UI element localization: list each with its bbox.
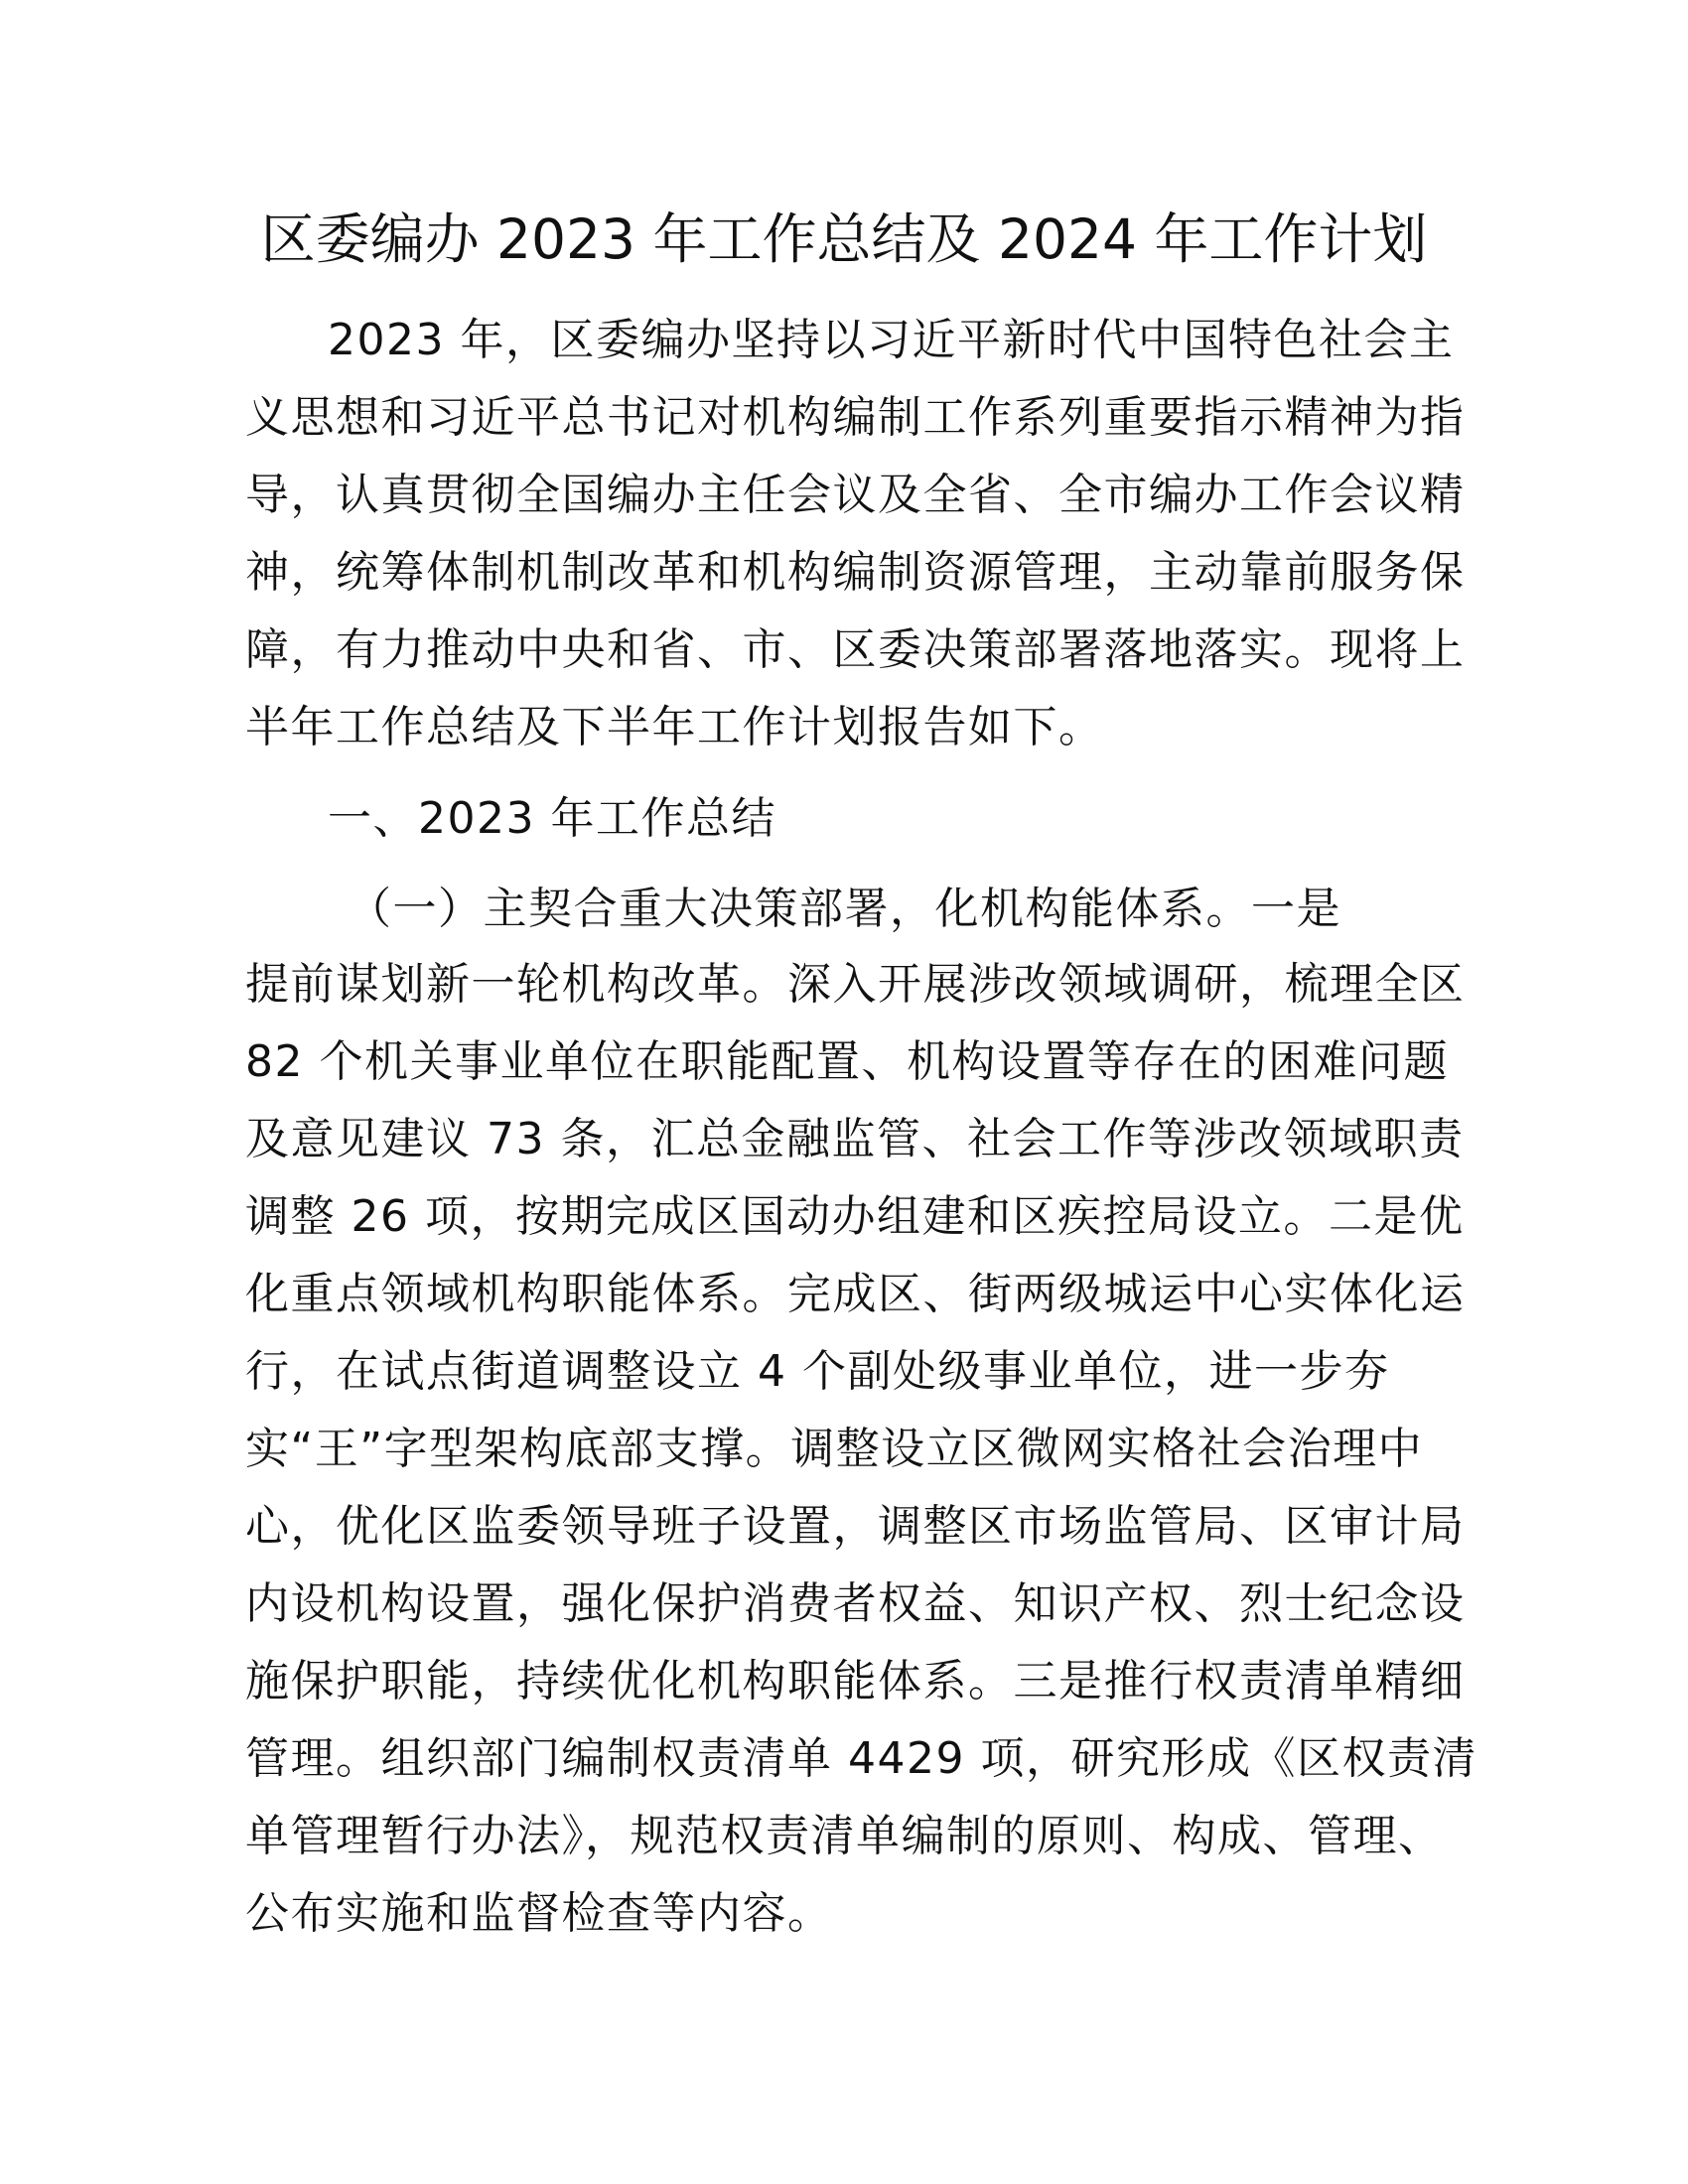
intro-line: 障，有力推动中央和省、市、区委决策部署落地落实。现将上 — [245, 624, 1466, 675]
intro-line: 导，认真贯彻全国编办主任会议及全省、全市编办工作会议精 — [245, 470, 1466, 520]
body-line: 提前谋划新一轮机构改革。深入开展涉改领域调研，梳理全区 — [245, 959, 1466, 1010]
intro-line: 2023 年，区委编办坚持以习近平新时代中国特色社会主 — [328, 315, 1455, 365]
body-line: 管理。组织部门编制权责清单 4429 项，研究形成《区权责清 — [245, 1733, 1477, 1784]
body-line: 82 个机关事业单位在职能配置、机构设置等存在的困难问题 — [245, 1036, 1449, 1087]
body-line: 行，在试点街道调整设立 4 个副处级事业单位，进一步夯 — [245, 1346, 1390, 1397]
subsection-heading: （一）主契合重大决策部署，化机构能体系。一是 — [348, 884, 1341, 934]
body-line: 施保护职能，持续优化机构职能体系。三是推行权责清单精细 — [245, 1656, 1466, 1706]
body-line: 化重点领域机构职能体系。完成区、街两级城运中心实体化运 — [245, 1269, 1466, 1319]
body-line: 调整 26 项，按期完成区国动办组建和区疾控局设立。二是优 — [245, 1191, 1465, 1242]
body-line: 实“王”字型架构底部支撑。调整设立区微网实格社会治理中 — [245, 1424, 1424, 1474]
body-line: 心，优化区监委领导班子设置，调整区市场监管局、区审计局 — [245, 1501, 1466, 1552]
document-title: 区委编办 2023 年工作总结及 2024 年工作计划 — [260, 207, 1428, 271]
body-line: 公布实施和监督检查等内容。 — [245, 1888, 833, 1939]
intro-line: 义思想和习近平总书记对机构编制工作系列重要指示精神为指 — [245, 392, 1466, 443]
intro-line: 神，统筹体制机制改革和机构编制资源管理，主动靠前服务保 — [245, 547, 1466, 598]
intro-line: 半年工作总结及下半年工作计划报告如下。 — [245, 702, 1104, 752]
body-line: 及意见建议 73 条，汇总金融监管、社会工作等涉改领域职责 — [245, 1114, 1465, 1164]
body-line: 内设机构设置，强化保护消费者权益、知识产权、烈士纪念设 — [245, 1578, 1466, 1629]
section-heading: 一、2023 年工作总结 — [328, 793, 776, 844]
body-line: 单管理暂行办法》，规范权责清单编制的原则、构成、管理、 — [245, 1811, 1444, 1861]
